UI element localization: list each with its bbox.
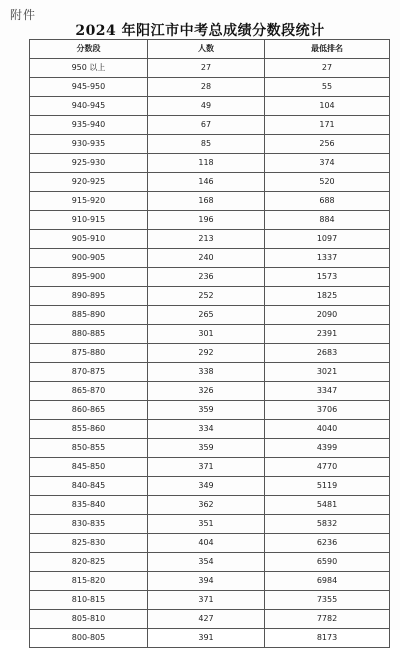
score-range-cell: 935-940 [30, 116, 148, 135]
table-row [30, 135, 390, 154]
table-row [30, 173, 390, 192]
lowest-rank-cell: 256 [265, 135, 390, 154]
count-cell: 326 [148, 382, 265, 401]
lowest-rank-cell: 4770 [265, 458, 390, 477]
lowest-rank-cell: 5832 [265, 515, 390, 534]
count-cell: 85 [148, 135, 265, 154]
table-row [30, 211, 390, 230]
lowest-rank-cell: 7782 [265, 610, 390, 629]
score-range-cell: 830-835 [30, 515, 148, 534]
lowest-rank-cell: 5119 [265, 477, 390, 496]
table-header-row [30, 40, 390, 59]
count-cell: 334 [148, 420, 265, 439]
score-range-cell: 900-905 [30, 249, 148, 268]
count-cell: 292 [148, 344, 265, 363]
table-row [30, 154, 390, 173]
table-row [30, 363, 390, 382]
score-range-cell: 925-930 [30, 154, 148, 173]
score-range-cell: 805-810 [30, 610, 148, 629]
count-cell: 27 [148, 59, 265, 78]
lowest-rank-cell: 1337 [265, 249, 390, 268]
score-range-cell: 845-850 [30, 458, 148, 477]
column-header-count: 人数 [148, 40, 265, 59]
score-range-cell: 865-870 [30, 382, 148, 401]
score-range-cell: 800-805 [30, 629, 148, 648]
count-cell: 146 [148, 173, 265, 192]
table-row [30, 401, 390, 420]
score-range-cell: 950 以上 [30, 59, 148, 78]
table-row [30, 78, 390, 97]
lowest-rank-cell: 8173 [265, 629, 390, 648]
score-range-cell: 840-845 [30, 477, 148, 496]
count-cell: 28 [148, 78, 265, 97]
table-row [30, 439, 390, 458]
count-cell: 359 [148, 401, 265, 420]
count-cell: 213 [148, 230, 265, 249]
lowest-rank-cell: 55 [265, 78, 390, 97]
lowest-rank-cell: 2090 [265, 306, 390, 325]
score-range-cell: 930-935 [30, 135, 148, 154]
count-cell: 351 [148, 515, 265, 534]
table-row [30, 534, 390, 553]
lowest-rank-cell: 6984 [265, 572, 390, 591]
table-row [30, 116, 390, 135]
lowest-rank-cell: 3706 [265, 401, 390, 420]
score-range-cell: 945-950 [30, 78, 148, 97]
count-cell: 354 [148, 553, 265, 572]
count-cell: 49 [148, 97, 265, 116]
table-row [30, 97, 390, 116]
count-cell: 391 [148, 629, 265, 648]
table-row [30, 306, 390, 325]
table-row [30, 249, 390, 268]
count-cell: 394 [148, 572, 265, 591]
table-row [30, 477, 390, 496]
count-cell: 359 [148, 439, 265, 458]
count-cell: 196 [148, 211, 265, 230]
score-range-cell: 835-840 [30, 496, 148, 515]
lowest-rank-cell: 3347 [265, 382, 390, 401]
score-range-cell: 905-910 [30, 230, 148, 249]
score-range-cell: 910-915 [30, 211, 148, 230]
count-cell: 168 [148, 192, 265, 211]
score-range-cell: 825-830 [30, 534, 148, 553]
score-range-cell: 885-890 [30, 306, 148, 325]
count-cell: 252 [148, 287, 265, 306]
lowest-rank-cell: 688 [265, 192, 390, 211]
count-cell: 371 [148, 458, 265, 477]
table-row [30, 268, 390, 287]
table-body [30, 59, 390, 648]
lowest-rank-cell: 5481 [265, 496, 390, 515]
count-cell: 349 [148, 477, 265, 496]
score-range-cell: 815-820 [30, 572, 148, 591]
count-cell: 118 [148, 154, 265, 173]
table-row [30, 553, 390, 572]
score-distribution-table [29, 39, 390, 648]
table-row [30, 287, 390, 306]
score-range-cell: 870-875 [30, 363, 148, 382]
table-row [30, 382, 390, 401]
table-row [30, 325, 390, 344]
table-row [30, 420, 390, 439]
table-row [30, 629, 390, 648]
table-row [30, 515, 390, 534]
score-range-cell: 940-945 [30, 97, 148, 116]
score-range-cell: 920-925 [30, 173, 148, 192]
count-cell: 301 [148, 325, 265, 344]
lowest-rank-cell: 104 [265, 97, 390, 116]
lowest-rank-cell: 1097 [265, 230, 390, 249]
column-header-score-range: 分数段 [30, 40, 148, 59]
lowest-rank-cell: 2391 [265, 325, 390, 344]
lowest-rank-cell: 6236 [265, 534, 390, 553]
count-cell: 427 [148, 610, 265, 629]
score-range-cell: 880-885 [30, 325, 148, 344]
table-row [30, 458, 390, 477]
score-range-cell: 875-880 [30, 344, 148, 363]
table-row [30, 496, 390, 515]
lowest-rank-cell: 7355 [265, 591, 390, 610]
table-row [30, 59, 390, 78]
lowest-rank-cell: 520 [265, 173, 390, 192]
lowest-rank-cell: 2683 [265, 344, 390, 363]
score-range-cell: 895-900 [30, 268, 148, 287]
lowest-rank-cell: 884 [265, 211, 390, 230]
lowest-rank-cell: 27 [265, 59, 390, 78]
lowest-rank-cell: 3021 [265, 363, 390, 382]
page-title: 2024 年阳江市中考总成绩分数段统计 [75, 23, 325, 39]
table-row [30, 572, 390, 591]
table-row [30, 610, 390, 629]
score-range-cell: 915-920 [30, 192, 148, 211]
lowest-rank-cell: 4399 [265, 439, 390, 458]
count-cell: 404 [148, 534, 265, 553]
lowest-rank-cell: 1573 [265, 268, 390, 287]
count-cell: 67 [148, 116, 265, 135]
lowest-rank-cell: 6590 [265, 553, 390, 572]
score-range-cell: 820-825 [30, 553, 148, 572]
score-range-cell: 860-865 [30, 401, 148, 420]
attachment-label: 附件 [10, 8, 37, 22]
lowest-rank-cell: 4040 [265, 420, 390, 439]
table-row [30, 591, 390, 610]
count-cell: 240 [148, 249, 265, 268]
count-cell: 362 [148, 496, 265, 515]
table-row [30, 230, 390, 249]
count-cell: 236 [148, 268, 265, 287]
score-range-cell: 855-860 [30, 420, 148, 439]
count-cell: 338 [148, 363, 265, 382]
score-range-cell: 810-815 [30, 591, 148, 610]
lowest-rank-cell: 171 [265, 116, 390, 135]
table-row [30, 344, 390, 363]
column-header-lowest-rank: 最低排名 [265, 40, 390, 59]
table-row [30, 192, 390, 211]
lowest-rank-cell: 374 [265, 154, 390, 173]
lowest-rank-cell: 1825 [265, 287, 390, 306]
count-cell: 371 [148, 591, 265, 610]
score-range-cell: 850-855 [30, 439, 148, 458]
score-range-cell: 890-895 [30, 287, 148, 306]
count-cell: 265 [148, 306, 265, 325]
